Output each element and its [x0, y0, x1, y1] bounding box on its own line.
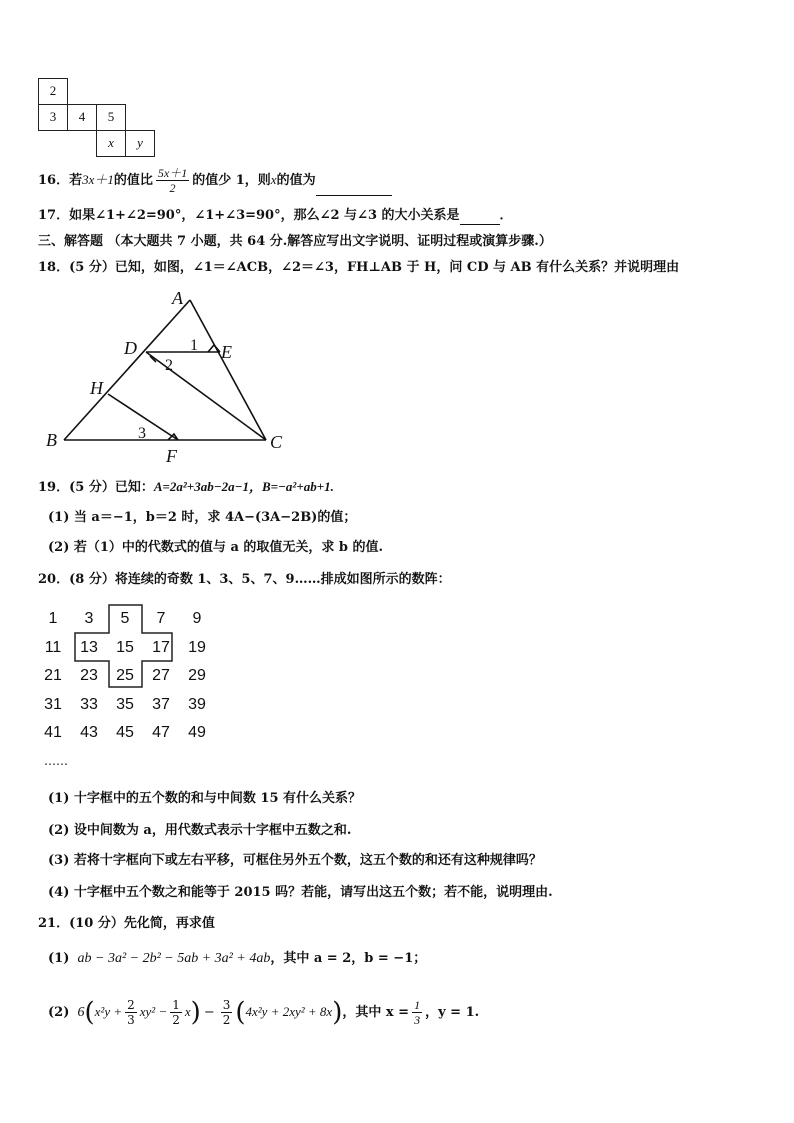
- grid-number: 1: [48, 610, 58, 627]
- grid-number: 17: [152, 638, 170, 656]
- question-18: 18．(5 分）已知，如图，∠1＝∠ACB，∠2＝∠3，FH⊥AB 于 H，问 CD 与 AB 有什么关系？并说明理由: [38, 260, 680, 275]
- net-cell: 2: [38, 78, 68, 105]
- grid-number: 29: [188, 667, 206, 684]
- fraction-3-2: $\frac{3}{2}$: [222, 998, 231, 1027]
- net-cell: 4: [67, 104, 97, 131]
- grid-number: 21: [44, 667, 62, 684]
- angle-mark-1: [208, 345, 220, 352]
- q19-head: 19．(5 分）已知：: [38, 480, 154, 495]
- paren-close: ): [332, 997, 343, 1028]
- grid-number: 13: [80, 638, 98, 656]
- grid-number: 35: [116, 695, 134, 713]
- q21-p2-term3: x: [184, 1004, 191, 1019]
- grid-number: 9: [192, 610, 202, 627]
- q21-p2-minus: −: [203, 1005, 215, 1020]
- q21-p2-coef: 6: [77, 1005, 85, 1020]
- segment-ac: [190, 300, 266, 440]
- q21-p1-expr: ab − 3a² − 2b² − 5ab + 3a² + 4ab: [77, 951, 271, 966]
- answer-blank[interactable]: [316, 179, 392, 196]
- q17-end: ．: [499, 208, 513, 223]
- q21-p2-term2: xy² −: [139, 1004, 168, 1019]
- fraction-2-3: $\frac{2}{3}$: [127, 998, 135, 1027]
- label-A: A: [172, 288, 183, 308]
- grid-number: 47: [152, 724, 170, 741]
- q16-fraction: $\frac{5x+1}{2}$: [157, 166, 188, 195]
- q19-part-1: (1) 当 a＝−1，b＝2 时，求 4A−(3A−2B)的值；: [48, 510, 357, 525]
- grid-number: 15: [116, 638, 134, 656]
- grid-number: 5: [120, 610, 130, 627]
- q21-p2-term4: 4x²y + 2xy² + 8x: [245, 1004, 333, 1019]
- grid-number: 43: [80, 724, 98, 741]
- net-cell: 5: [96, 104, 126, 131]
- q21-p2-cond1: ，其中 x =: [342, 1005, 410, 1020]
- q21-p2-label: (2): [48, 1005, 70, 1020]
- net-cell: x: [96, 130, 126, 157]
- q21-p2-cond2: ，y = 1.: [425, 1005, 480, 1020]
- grid-number: 31: [44, 695, 62, 713]
- fraction-1-2: $\frac{1}{2}$: [172, 998, 180, 1027]
- q16-var: x: [270, 172, 277, 187]
- paren-close: ): [190, 997, 201, 1028]
- grid-number: 27: [152, 667, 170, 684]
- label-angle-3: 3: [138, 425, 146, 442]
- grid-number: 39: [188, 695, 206, 713]
- grid-number: 37: [152, 695, 170, 713]
- question-17: [38, 207, 513, 225]
- answer-blank[interactable]: [460, 210, 500, 225]
- label-D: D: [124, 338, 137, 358]
- q16-mid2: 的值少 1，则: [192, 173, 271, 188]
- cross-frame: [70, 604, 180, 688]
- label-angle-1: 1: [190, 337, 198, 354]
- q20-part-1: (1) 十字框中的五个数的和与中间数 15 有什么关系？: [48, 791, 362, 806]
- grid-number: 41: [44, 724, 62, 741]
- label-angle-2: 2: [165, 357, 173, 374]
- grid-number: 19: [188, 638, 206, 656]
- grid-number: 49: [188, 724, 206, 741]
- question-16: [38, 165, 392, 196]
- label-H: H: [90, 378, 103, 398]
- label-C: C: [270, 432, 283, 452]
- grid-number: 33: [80, 695, 98, 713]
- segment-dc: [146, 352, 266, 440]
- q16-expr: 3x＋1: [82, 172, 114, 187]
- q20-part-3: (3) 若将十字框向下或左右平移，可框住另外五个数，这五个数的和还有这种规律吗？: [48, 853, 542, 868]
- net-cell: 3: [38, 104, 68, 131]
- fraction-1-3: $\frac{1}{3}$: [414, 998, 421, 1027]
- grid-number: 25: [116, 667, 134, 684]
- triangle-figure: [38, 288, 298, 468]
- paren-open: (: [84, 997, 95, 1028]
- question-19: [38, 478, 334, 497]
- label-B: B: [46, 430, 57, 450]
- grid-number: 23: [80, 667, 98, 684]
- q20-part-2: (2) 设中间数为 a，用代数式表示十字框中五数之和.: [48, 823, 352, 838]
- q16-mid1: 的值比: [113, 173, 153, 188]
- q16-post: 的值为: [276, 173, 316, 188]
- grid-ellipsis: ……: [44, 754, 68, 768]
- q16-pre: 16．若: [38, 173, 83, 188]
- grid-number: 11: [44, 638, 62, 656]
- net-cell: y: [125, 130, 155, 157]
- q21-part-2: [48, 994, 479, 1031]
- grid-number: 45: [116, 724, 134, 741]
- question-21: 21．(10 分）先化简，再求值: [38, 916, 215, 931]
- question-20: 20．(8 分）将连续的奇数 1、3、5、7、9……排成如图所示的数阵：: [38, 572, 451, 587]
- label-E: E: [221, 342, 232, 362]
- q19-formula: A=2a²+3ab−2a−1，B=−a²+ab+1.: [153, 479, 334, 494]
- label-F: F: [166, 446, 177, 466]
- q21-p2-term1: x²y +: [94, 1004, 123, 1019]
- grid-number: 7: [156, 610, 166, 627]
- grid-number: 3: [84, 610, 94, 627]
- q21-p1-label: (1): [48, 951, 70, 966]
- q19-part-2: (2) 若（1）中的代数式的值与 a 的取值无关，求 b 的值.: [48, 540, 384, 555]
- section-heading: 三、解答题 （本大题共 7 小题，共 64 分.解答应写出文字说明、证明过程或演算步骤.）: [38, 234, 552, 249]
- q17-text: 17．如果∠1+∠2=90°，∠1+∠3=90°，那么∠2 与∠3 的大小关系是: [38, 208, 460, 223]
- q21-part-1: [48, 950, 426, 968]
- q21-p1-cond: ，其中 a = 2，b = −1；: [270, 951, 427, 966]
- paren-open: (: [235, 997, 246, 1028]
- q20-part-4: (4) 十字框中五个数之和能等于 2015 吗？若能，请写出这五个数；若不能，说明理由.: [48, 885, 553, 900]
